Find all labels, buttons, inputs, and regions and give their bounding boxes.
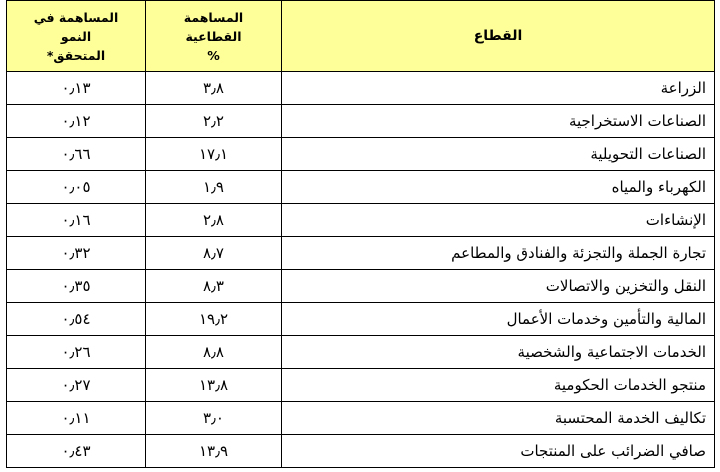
sector-cell: الكهرباء والمياه — [282, 171, 715, 204]
share-cell: ١٫٩ — [146, 171, 282, 204]
sector-cell: الصناعات الاستخراجية — [282, 105, 715, 138]
table-row — [7, 369, 715, 402]
growth-cell: ٠٫٦٦ — [7, 138, 146, 171]
growth-cell: ٠٫٣٥ — [7, 270, 146, 303]
table-row — [7, 303, 715, 336]
growth-cell: ٠٫٤٣ — [7, 435, 146, 468]
growth-cell: ٠٫١٣ — [7, 72, 146, 105]
growth-cell: ٠٫٥٤ — [7, 303, 146, 336]
growth-cell: ٠٫١٦ — [7, 204, 146, 237]
table-row — [7, 435, 715, 468]
share-cell: ٨٫٧ — [146, 237, 282, 270]
table-row — [7, 270, 715, 303]
table-header-row — [7, 1, 715, 72]
sector-cell: تجارة الجملة والتجزئة والفنادق والمطاعم — [282, 237, 715, 270]
sector-cell: النقل والتخزين والاتصالات — [282, 270, 715, 303]
header-growth-line: النمو — [60, 28, 92, 44]
share-cell: ١٣٫٩ — [146, 435, 282, 468]
table-row — [7, 72, 715, 105]
share-cell: ٣٫٨ — [146, 72, 282, 105]
sector-contribution-table — [6, 0, 715, 468]
table-row — [7, 336, 715, 369]
share-cell: ٨٫٨ — [146, 336, 282, 369]
share-cell: ٢٫٨ — [146, 204, 282, 237]
table-row — [7, 204, 715, 237]
sector-cell: تكاليف الخدمة المحتسبة — [282, 402, 715, 435]
growth-cell: ٠٫٠٥ — [7, 171, 146, 204]
header-growth-line: المتحقق* — [46, 47, 106, 63]
header-share-line: المساهمة — [183, 9, 244, 25]
header-sector-share — [146, 1, 282, 72]
share-cell: ٣٫٠ — [146, 402, 282, 435]
growth-cell: ٠٫٢٧ — [7, 369, 146, 402]
header-share-line: % — [207, 47, 220, 63]
header-growth-line: المساهمة في — [33, 9, 119, 25]
share-cell: ١٧٫١ — [146, 138, 282, 171]
sector-cell: المالية والتأمين وخدمات الأعمال — [282, 303, 715, 336]
share-cell: ١٣٫٨ — [146, 369, 282, 402]
share-cell: ٢٫٢ — [146, 105, 282, 138]
table-row — [7, 105, 715, 138]
sector-cell: صافي الضرائب على المنتجات — [282, 435, 715, 468]
growth-cell: ٠٫١١ — [7, 402, 146, 435]
growth-cell: ٠٫٢٦ — [7, 336, 146, 369]
header-growth-contribution — [7, 1, 146, 72]
share-cell: ٨٫٣ — [146, 270, 282, 303]
sector-cell: الزراعة — [282, 72, 715, 105]
sector-cell: منتجو الخدمات الحكومية — [282, 369, 715, 402]
sector-cell: الإنشاءات — [282, 204, 715, 237]
table-row — [7, 402, 715, 435]
sector-cell: الخدمات الاجتماعية والشخصية — [282, 336, 715, 369]
sector-cell: الصناعات التحويلية — [282, 138, 715, 171]
header-sector: القطاع — [282, 1, 715, 72]
table-row — [7, 237, 715, 270]
share-cell: ١٩٫٢ — [146, 303, 282, 336]
table-row — [7, 138, 715, 171]
growth-cell: ٠٫١٢ — [7, 105, 146, 138]
header-share-line: القطاعية — [185, 28, 242, 44]
table-row — [7, 171, 715, 204]
growth-cell: ٠٫٣٢ — [7, 237, 146, 270]
